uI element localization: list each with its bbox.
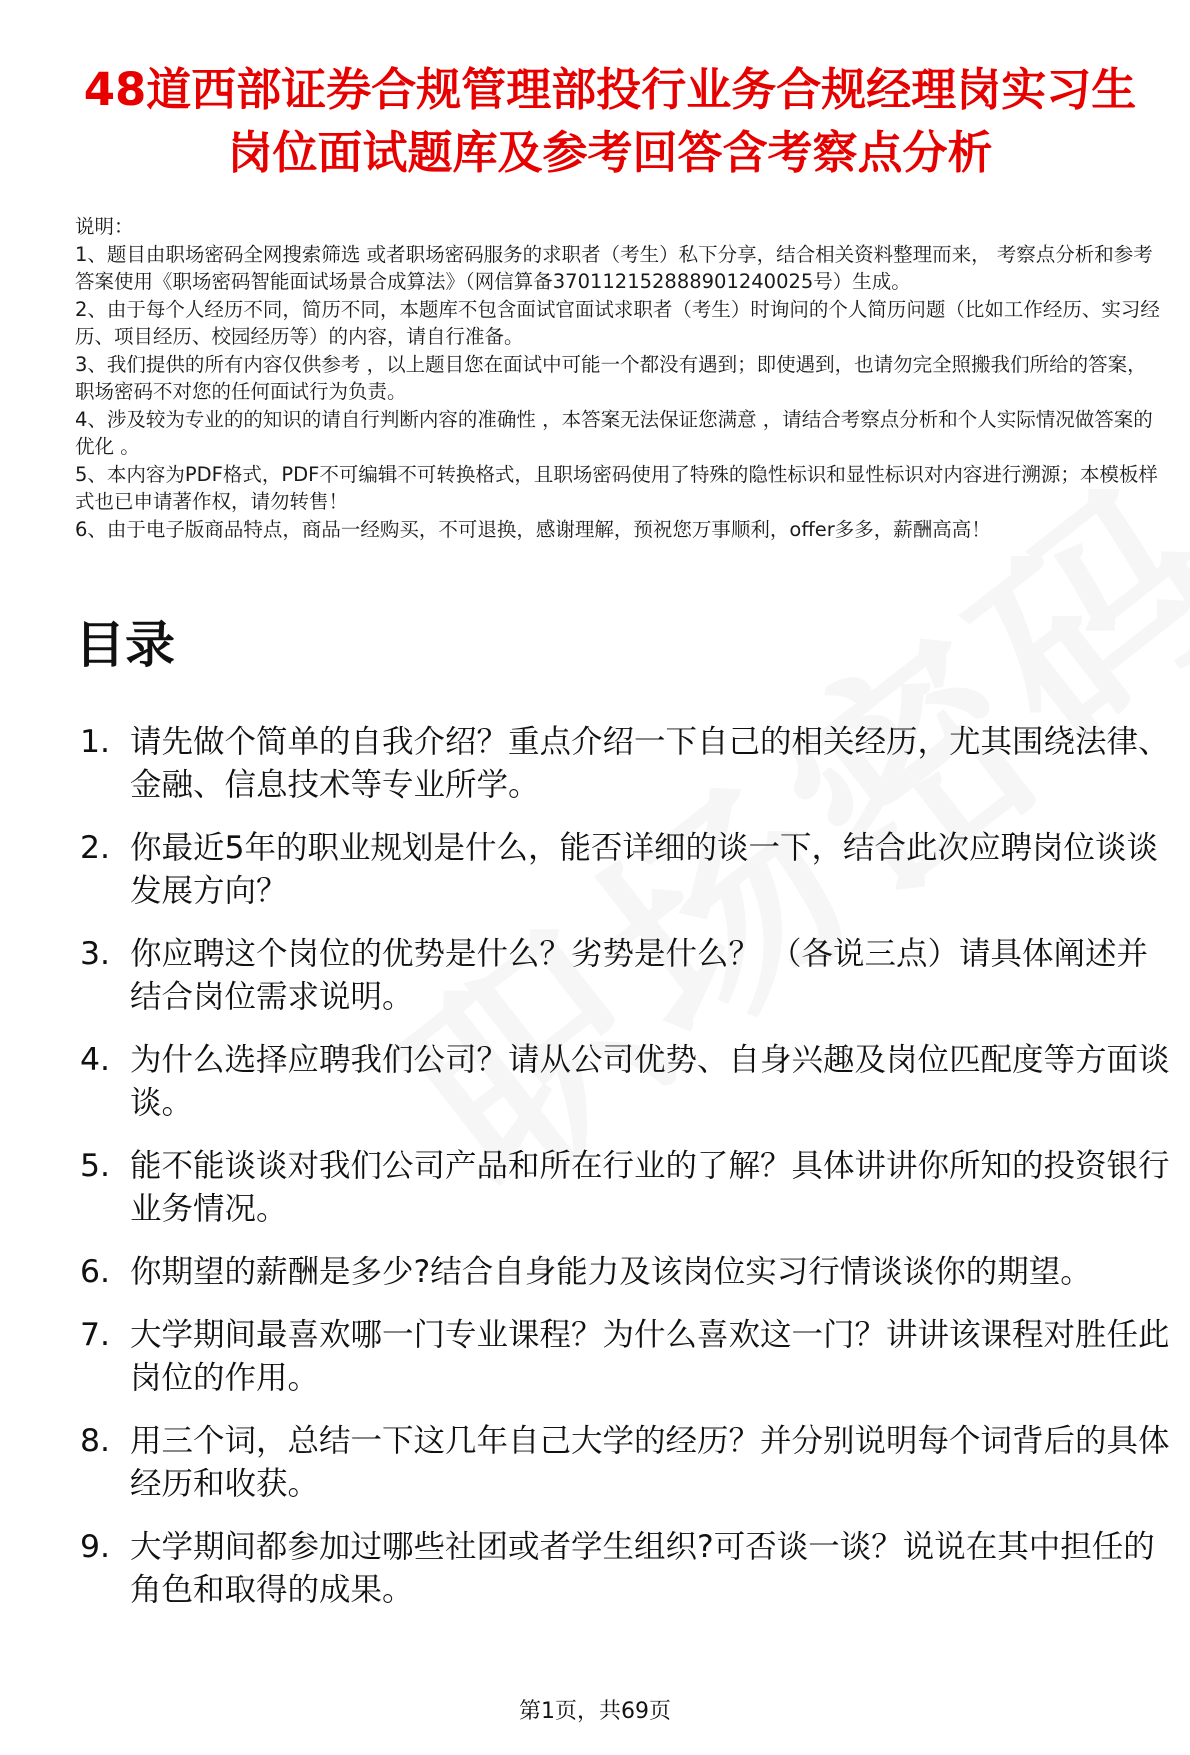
toc-item[interactable]: [75, 1145, 1170, 1231]
toc-item-number: 1.: [80, 724, 111, 760]
toc-item-text: 能不能谈谈对我们公司产品和所在行业的了解？具体讲讲你所知的投资银行业务情况。: [130, 1148, 1170, 1227]
toc-item-number: 3.: [80, 936, 111, 972]
toc-item-text: 大学期间都参加过哪些社团或者学生组织?可否谈一谈？说说在其中担任的角色和取得的成果。: [130, 1529, 1155, 1608]
toc-item[interactable]: [75, 721, 1170, 807]
document-title: 48道西部证券合规管理部投行业务合规经理岗实习生岗位面试题库及参考回答含考察点分析: [83, 63, 1137, 179]
note-item: 5、本内容为PDF格式，PDF不可编辑不可转换格式，且职场密码使用了特殊的隐性标识和显性标识对内容进行溯源；本模板样式也已申请著作权，请勿转售！: [75, 462, 1158, 513]
page-footer: 第1页，共69页: [519, 1699, 671, 1724]
toc-item-text: 为什么选择应聘我们公司？请从公司优势、自身兴趣及岗位匹配度等方面谈谈。: [130, 1042, 1170, 1121]
toc-item-text: 用三个词，总结一下这几年自己大学的经历？并分别说明每个词背后的具体经历和收获。: [130, 1423, 1170, 1502]
toc-item-number: 6.: [80, 1254, 111, 1290]
toc-item-number: 5.: [80, 1148, 111, 1184]
toc-item-text: 请先做个简单的自我介绍？重点介绍一下自己的相关经历，尤其围绕法律、金融、信息技术等专业所学。: [130, 724, 1170, 803]
toc-item-text: 你最近5年的职业规划是什么，能否详细的谈一下，结合此次应聘岗位谈谈发展方向？: [130, 830, 1159, 909]
toc-heading: 目录: [75, 616, 175, 674]
toc-item[interactable]: [75, 1251, 1170, 1294]
toc-list: [75, 721, 1170, 1632]
toc-item-number: 9.: [80, 1529, 111, 1565]
notes-section: [75, 213, 1160, 543]
notes-heading: 说明：: [75, 215, 134, 238]
toc-item[interactable]: [75, 1526, 1170, 1612]
note-item: 2、由于每个人经历不同，简历不同，本题库不包含面试官面试求职者（考生）时询问的个人简历问题（比如工作经历、实习经历、项目经历、校园经历等）的内容，请自行准备。: [75, 297, 1160, 348]
toc-item[interactable]: [75, 1314, 1170, 1400]
toc-item[interactable]: [75, 827, 1170, 913]
toc-item-text: 你期望的薪酬是多少?结合自身能力及该岗位实习行情谈谈你的期望。: [130, 1254, 1092, 1290]
toc-item[interactable]: [75, 1420, 1170, 1506]
note-item: 3、我们提供的所有内容仅供参考 ，以上题目您在面试中可能一个都没有遇到；即使遇到，也请勿完全照搬我们所给的答案，职场密码不对您的任何面试行为负责。: [75, 352, 1147, 403]
toc-item[interactable]: [75, 1039, 1170, 1125]
toc-item-number: 2.: [80, 830, 111, 866]
note-item: 1、题目由职场密码全网搜索筛选 或者职场密码服务的求职者（考生）私下分享，结合相关资料整理而来， 考察点分析和参考答案使用《职场密码智能面试场景合成算法》（网信算备370112152888901240025号）生成。: [75, 242, 1153, 293]
note-item: 6、由于电子版商品特点，商品一经购买，不可退换，感谢理解，预祝您万事顺利，offer多多，薪酬高高！: [75, 517, 991, 541]
toc-item-number: 8.: [80, 1423, 111, 1459]
toc-item[interactable]: [75, 933, 1170, 1019]
toc-item-text: 你应聘这个岗位的优势是什么？劣势是什么？ （各说三点）请具体阐述并结合岗位需求说明。: [130, 936, 1149, 1015]
note-item: 4、涉及较为专业的的知识的请自行判断内容的准确性 ，本答案无法保证您满意 ，请结合考察点分析和个人实际情况做答案的优化 。: [75, 407, 1153, 458]
toc-item-number: 7.: [80, 1317, 111, 1353]
toc-item-text: 大学期间最喜欢哪一门专业课程？为什么喜欢这一门？讲讲该课程对胜任此岗位的作用。: [130, 1317, 1170, 1396]
toc-item-number: 4.: [80, 1042, 111, 1078]
